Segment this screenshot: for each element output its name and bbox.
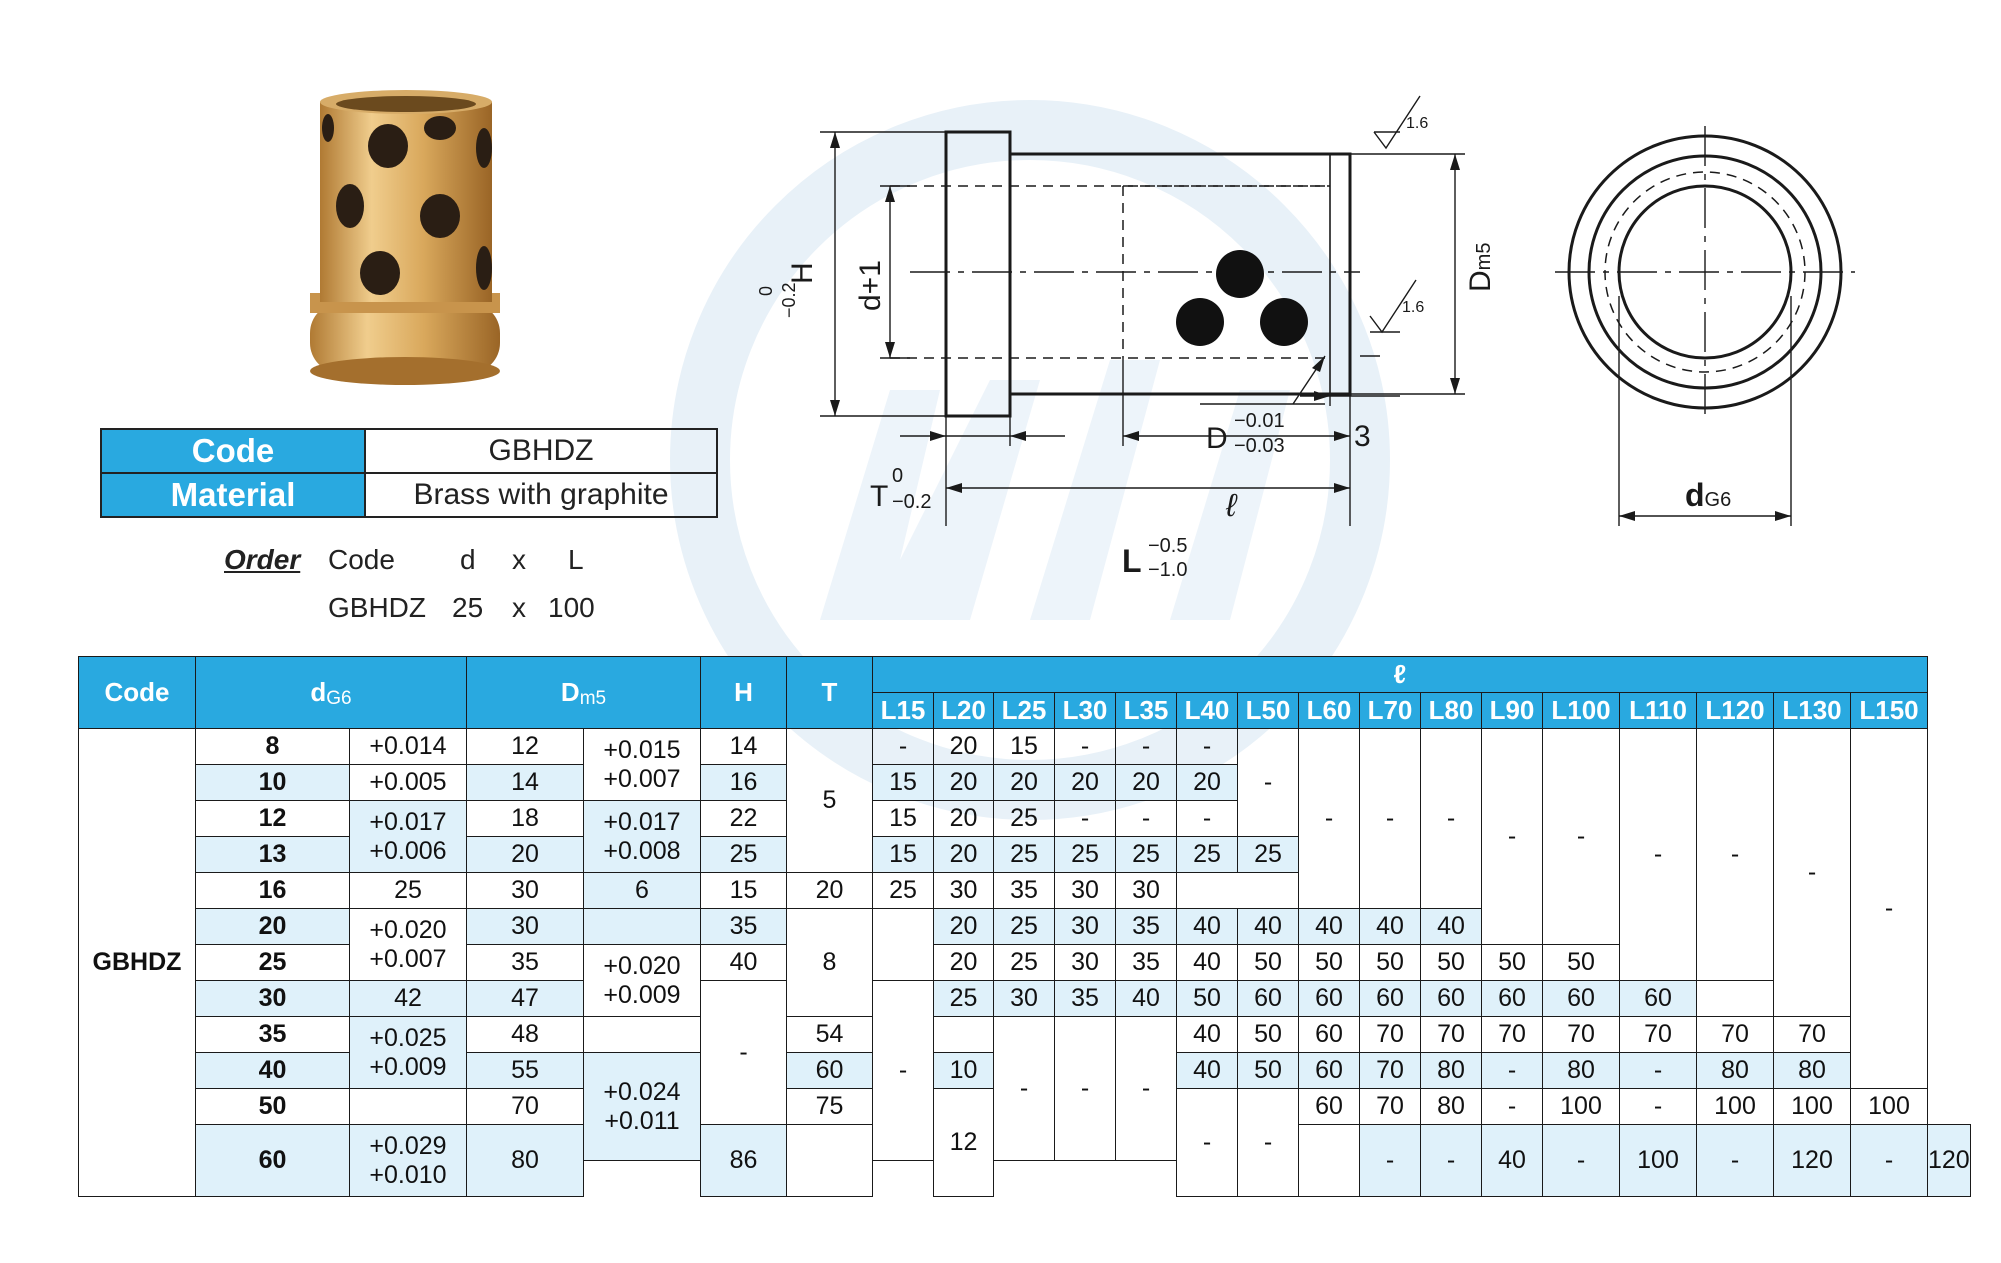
D-tol-cell (584, 909, 701, 945)
L100-cell: 80 (1543, 1053, 1620, 1089)
col-L50: L50 (1238, 693, 1299, 729)
L30-cell: 20 (1055, 765, 1116, 801)
D-tol-bot: −0.03 (1234, 435, 1285, 457)
L50-cell: - (1238, 729, 1299, 837)
L100-cell: - (1543, 729, 1620, 945)
L35-cell: 35 (1055, 981, 1116, 1017)
L20-cell: 20 (934, 909, 994, 945)
L40-cell: 40 (1177, 1017, 1238, 1053)
bushing-product-image (300, 88, 510, 388)
H-cell: 47 (467, 981, 584, 1017)
d-cell: 16 (196, 873, 350, 909)
L40-cell: 40 (1177, 945, 1238, 981)
L40-cell: 20 (1177, 765, 1238, 801)
L110-cell: - (1620, 729, 1697, 981)
dG6-sub: G6 (1704, 489, 1732, 511)
L30-cell: 30 (1055, 909, 1116, 945)
L35-cell: 25 (1116, 837, 1177, 873)
L50-cell: 50 (1238, 1017, 1299, 1053)
L130-cell: 80 (1774, 1053, 1851, 1089)
order-header-code: Code (328, 544, 395, 575)
L40-cell: 40 (1177, 1053, 1238, 1089)
L35-cell: 35 (1116, 945, 1177, 981)
L60-cell: 60 (1299, 1017, 1360, 1053)
L130-cell: - (1774, 729, 1851, 1017)
L20-cell: - (873, 981, 934, 1161)
D-tol-cell (584, 1017, 701, 1053)
col-L20: L20 (934, 693, 994, 729)
order-value-L: 100 (548, 592, 595, 623)
order-value-x: x (512, 592, 526, 623)
L30-cell: 30 (934, 873, 994, 909)
d-tol-cell (350, 909, 467, 981)
d-tol-top: +0.025 (369, 1023, 447, 1052)
L30-cell: - (1055, 1017, 1116, 1161)
H-cell: 75 (787, 1089, 873, 1125)
L100-cell: 100 (1543, 1089, 1620, 1125)
T-cell: 5 (787, 729, 873, 873)
L70-cell: 70 (1360, 1053, 1421, 1089)
L100-cell: 70 (1543, 1017, 1620, 1053)
d-cell: 40 (196, 1053, 350, 1089)
d-tol-bot: +0.010 (369, 1160, 447, 1189)
L25-cell: 25 (934, 981, 994, 1017)
L40-cell: 25 (1177, 837, 1238, 873)
T-cell: 10 (934, 1053, 994, 1089)
order-header-d: d (460, 544, 476, 575)
L15-cell: 15 (701, 873, 787, 909)
L130-cell: - (1851, 1125, 1928, 1197)
H-cell: 60 (787, 1053, 873, 1089)
col-L35: L35 (1116, 693, 1177, 729)
D-tol-top: −0.01 (1234, 410, 1285, 432)
D-tol-cell (584, 729, 701, 801)
d-tol-cell (350, 1125, 467, 1197)
technical-drawing (756, 96, 1860, 616)
L30-cell: 30 (1055, 945, 1116, 981)
d-cell: 50 (196, 1089, 350, 1125)
L80-cell: 40 (1482, 1125, 1543, 1197)
L-tol-bot: −1.0 (1148, 559, 1188, 581)
D-tol-cell (584, 801, 701, 873)
L110-cell: - (1620, 1089, 1697, 1125)
L20-cell: 20 (934, 801, 994, 837)
L35-cell: - (1116, 1017, 1177, 1161)
L15-cell: 15 (873, 765, 934, 801)
L100-cell: 60 (1482, 981, 1543, 1017)
L60-cell: 60 (1238, 981, 1299, 1017)
ell-label: ℓ (1226, 487, 1237, 523)
table-row (79, 1017, 1971, 1053)
col-d-sub: G6 (326, 688, 352, 709)
L90-cell: 60 (1421, 981, 1482, 1017)
L130-cell: 100 (1774, 1089, 1851, 1125)
L50-cell: 30 (1116, 873, 1177, 909)
order-label: Order (224, 544, 301, 575)
L110-cell: - (1620, 1053, 1697, 1089)
D-cell: 42 (350, 981, 467, 1017)
col-D (467, 657, 701, 729)
L30-cell: 25 (1055, 837, 1116, 873)
L25-cell: 25 (994, 837, 1055, 873)
L50-cell: 50 (1238, 945, 1299, 981)
col-L40: L40 (1177, 693, 1238, 729)
T-cell: 12 (934, 1089, 994, 1197)
dG6-main: d (1685, 477, 1705, 513)
col-L130: L130 (1774, 693, 1851, 729)
L70-cell: 70 (1360, 1017, 1421, 1053)
D-cell: 18 (467, 801, 584, 837)
L50-cell: 40 (1238, 909, 1299, 945)
d-tol-bot: +0.009 (369, 1052, 447, 1081)
T-tol-top: 0 (892, 465, 904, 487)
T-cell (934, 1017, 994, 1053)
L15-cell (873, 909, 934, 981)
col-L80: L80 (1421, 693, 1482, 729)
d-tol-cell (350, 1017, 467, 1089)
L30-cell: 30 (994, 981, 1055, 1017)
col-L120: L120 (1697, 693, 1774, 729)
d-tol-cell (350, 1089, 467, 1125)
L110-cell: 60 (1543, 981, 1620, 1017)
L50-cell: 50 (1238, 1053, 1299, 1089)
L50-cell: - (1238, 1089, 1299, 1197)
col-L110: L110 (1620, 693, 1697, 729)
L90-cell: 50 (1482, 945, 1543, 981)
L120-cell: 80 (1697, 1053, 1774, 1089)
L35-cell: - (1116, 801, 1177, 837)
L35-cell: 35 (994, 873, 1055, 909)
D-cell: 80 (467, 1125, 584, 1197)
d-cell: 60 (196, 1125, 350, 1197)
L50-cell: 50 (1177, 981, 1238, 1017)
H-cell: 16 (701, 765, 787, 801)
col-ell: ℓ (873, 657, 1928, 693)
L150-cell: 100 (1851, 1089, 1928, 1125)
L-label: L (1122, 543, 1142, 579)
L15-cell: - (873, 729, 934, 765)
L70-cell: 70 (1360, 1089, 1421, 1125)
code-label: Code (101, 429, 365, 473)
L15-cell: 15 (873, 837, 934, 873)
D-tol-bot: +0.011 (604, 1106, 680, 1135)
H-tol-top: 0 (756, 285, 776, 296)
L70-cell: 40 (1360, 909, 1421, 945)
T-cell: 8 (787, 909, 873, 1017)
L70-cell: 50 (1360, 945, 1421, 981)
D-cell: 35 (467, 945, 584, 981)
L40-cell: - (1177, 801, 1238, 837)
T-label: T (870, 480, 889, 513)
Dm5-main: D (1464, 270, 1497, 292)
L80-cell: 50 (1421, 945, 1482, 981)
H-cell: 35 (701, 909, 787, 945)
L20-cell (1299, 1125, 1360, 1197)
d-tol-cell: +0.005 (350, 765, 467, 801)
dG6-label (1685, 477, 1731, 513)
dimension-table (78, 656, 1971, 1197)
order-value-code: GBHDZ (328, 592, 426, 623)
D-tol-cell (584, 945, 701, 1017)
d-tol-top: +0.017 (369, 807, 447, 836)
H-cell: 40 (701, 945, 787, 981)
L120-cell: 120 (1774, 1125, 1851, 1197)
D-tol-top: +0.017 (603, 807, 681, 836)
L80-cell: - (1421, 729, 1482, 909)
D-cell: 12 (467, 729, 584, 765)
col-T: T (787, 657, 873, 729)
L25-cell: 25 (994, 945, 1055, 981)
L120-cell: 100 (1697, 1089, 1774, 1125)
roughness-mid: 1.6 (1402, 299, 1425, 316)
col-L15: L15 (873, 693, 934, 729)
d-tol-bot: +0.007 (369, 944, 447, 973)
L80-cell: 80 (1421, 1089, 1482, 1125)
T-cell: 6 (584, 873, 701, 909)
D-cell: 20 (467, 837, 584, 873)
L120-cell: 60 (1620, 981, 1697, 1017)
D-tol-top: +0.015 (603, 735, 681, 764)
D-tol-bot: +0.008 (603, 836, 681, 865)
table-row (79, 981, 1971, 1017)
L40-cell: - (1177, 1089, 1238, 1197)
d-cell: 25 (196, 945, 350, 981)
L60-cell: 40 (1299, 909, 1360, 945)
col-L100: L100 (1543, 693, 1620, 729)
T-tol-bot: −0.2 (892, 491, 932, 513)
L-tol-top: −0.5 (1148, 535, 1188, 557)
L100-cell: 50 (1543, 945, 1620, 981)
L80-cell: 40 (1421, 909, 1482, 945)
L60-cell: 50 (1299, 945, 1360, 981)
L90-cell: - (1482, 729, 1543, 945)
col-L150: L150 (1851, 693, 1928, 729)
L20-cell: 20 (934, 945, 994, 981)
L15-cell (787, 1125, 873, 1197)
col-code: Code (79, 657, 196, 729)
D-tol-bot: +0.007 (603, 764, 681, 793)
col-L60: L60 (1299, 693, 1360, 729)
L40-cell: - (1177, 729, 1238, 765)
L70-cell: 60 (1299, 981, 1360, 1017)
L25-cell: 25 (873, 873, 934, 909)
D-cell: 55 (467, 1053, 584, 1089)
L40-cell: 40 (1116, 981, 1177, 1017)
d-tol-cell: +0.014 (350, 729, 467, 765)
L150-cell: - (1851, 729, 1928, 1089)
D-cell: 30 (467, 909, 584, 945)
dim-3-label: 3 (1354, 420, 1371, 453)
d-cell: 35 (196, 1017, 350, 1053)
L20-cell: 20 (934, 837, 994, 873)
H-cell: 22 (701, 801, 787, 837)
table-row (79, 729, 1971, 765)
D-tol-top: +0.020 (603, 951, 681, 980)
H-cell: 14 (701, 729, 787, 765)
L30-cell: - (1055, 801, 1116, 837)
D-cell: 70 (467, 1089, 584, 1125)
code-cell: GBHDZ (79, 729, 196, 1197)
L30-cell: - (1055, 729, 1116, 765)
code-material-table (100, 428, 718, 518)
d-tol-top: +0.020 (369, 915, 447, 944)
H-cell: 25 (701, 837, 787, 873)
col-d (196, 657, 467, 729)
D-label: D (1206, 422, 1228, 455)
L40-cell: 40 (1177, 909, 1238, 945)
L20-cell: 20 (934, 729, 994, 765)
L90-cell: 70 (1482, 1017, 1543, 1053)
L60-cell: 60 (1299, 1053, 1360, 1089)
material-label: Material (101, 473, 365, 517)
col-d-main: d (310, 677, 327, 707)
L80-cell: 70 (1421, 1017, 1482, 1053)
L40-cell: 30 (1055, 873, 1116, 909)
D-tol-cell (584, 1053, 701, 1161)
col-D-main: D (560, 677, 580, 707)
col-D-sub: m5 (579, 688, 607, 709)
order-value-d: 25 (452, 592, 484, 623)
D-tol-top: +0.024 (603, 1077, 681, 1106)
L60-cell: 60 (1299, 1089, 1360, 1125)
L25-cell: - (994, 1017, 1055, 1161)
d-cell: 13 (196, 837, 350, 873)
L60-cell: - (1360, 1125, 1421, 1197)
L150-cell: 120 (1928, 1125, 1971, 1197)
L70-cell: - (1360, 729, 1421, 909)
L50-cell: 25 (1238, 837, 1299, 873)
Dm5-sub: m5 (1473, 242, 1495, 271)
L25-cell: 20 (994, 765, 1055, 801)
L15-cell: - (701, 981, 787, 1125)
L25-cell: 25 (994, 801, 1055, 837)
L20-cell: 20 (934, 765, 994, 801)
D-cell: 48 (467, 1017, 584, 1053)
L90-cell: - (1482, 1089, 1543, 1125)
d-plus-1-label: d+1 (854, 260, 887, 311)
L60-cell: - (1299, 729, 1360, 909)
L110-cell: - (1697, 1125, 1774, 1197)
H-cell: 86 (701, 1125, 787, 1197)
d-tol-cell (350, 801, 467, 873)
L15-cell: 15 (873, 801, 934, 837)
material-value: Brass with graphite (365, 473, 717, 517)
H-cell: 54 (787, 1017, 873, 1053)
L130-cell: 70 (1774, 1017, 1851, 1053)
L80-cell: 80 (1421, 1053, 1482, 1089)
L120-cell: - (1697, 729, 1774, 981)
L35-cell: 20 (1116, 765, 1177, 801)
roughness-top: 1.6 (1406, 115, 1429, 132)
L70-cell: - (1421, 1125, 1482, 1197)
col-H: H (701, 657, 787, 729)
col-L70: L70 (1360, 693, 1421, 729)
d-cell: 8 (196, 729, 350, 765)
col-L25: L25 (994, 693, 1055, 729)
D-tol-bot: +0.009 (603, 980, 681, 1009)
L20-cell: 20 (787, 873, 873, 909)
code-value: GBHDZ (365, 429, 717, 473)
L25-cell: 15 (994, 729, 1055, 765)
Dm5-label (1464, 243, 1497, 292)
H-cell: 30 (467, 873, 584, 909)
H-label: H (786, 262, 819, 284)
D-cell: 14 (467, 765, 584, 801)
L90-cell: - (1482, 1053, 1543, 1089)
d-cell: 10 (196, 765, 350, 801)
L35-cell: 35 (1116, 909, 1177, 945)
d-cell: 12 (196, 801, 350, 837)
L110-cell: 70 (1620, 1017, 1697, 1053)
L35-cell: - (1116, 729, 1177, 765)
L100-cell: 100 (1620, 1125, 1697, 1197)
D-cell: 25 (350, 873, 467, 909)
L90-cell: - (1543, 1125, 1620, 1197)
d-tol-top: +0.029 (369, 1131, 447, 1160)
order-header-x: x (512, 544, 526, 575)
L80-cell: 60 (1360, 981, 1421, 1017)
d-cell: 20 (196, 909, 350, 945)
H-tol-bot: −0.2 (779, 282, 799, 318)
d-tol-bot: +0.006 (369, 836, 447, 865)
col-L30: L30 (1055, 693, 1116, 729)
col-L90: L90 (1482, 693, 1543, 729)
order-header-L: L (568, 544, 584, 575)
L120-cell: 70 (1697, 1017, 1774, 1053)
L25-cell: 25 (994, 909, 1055, 945)
d-cell: 30 (196, 981, 350, 1017)
